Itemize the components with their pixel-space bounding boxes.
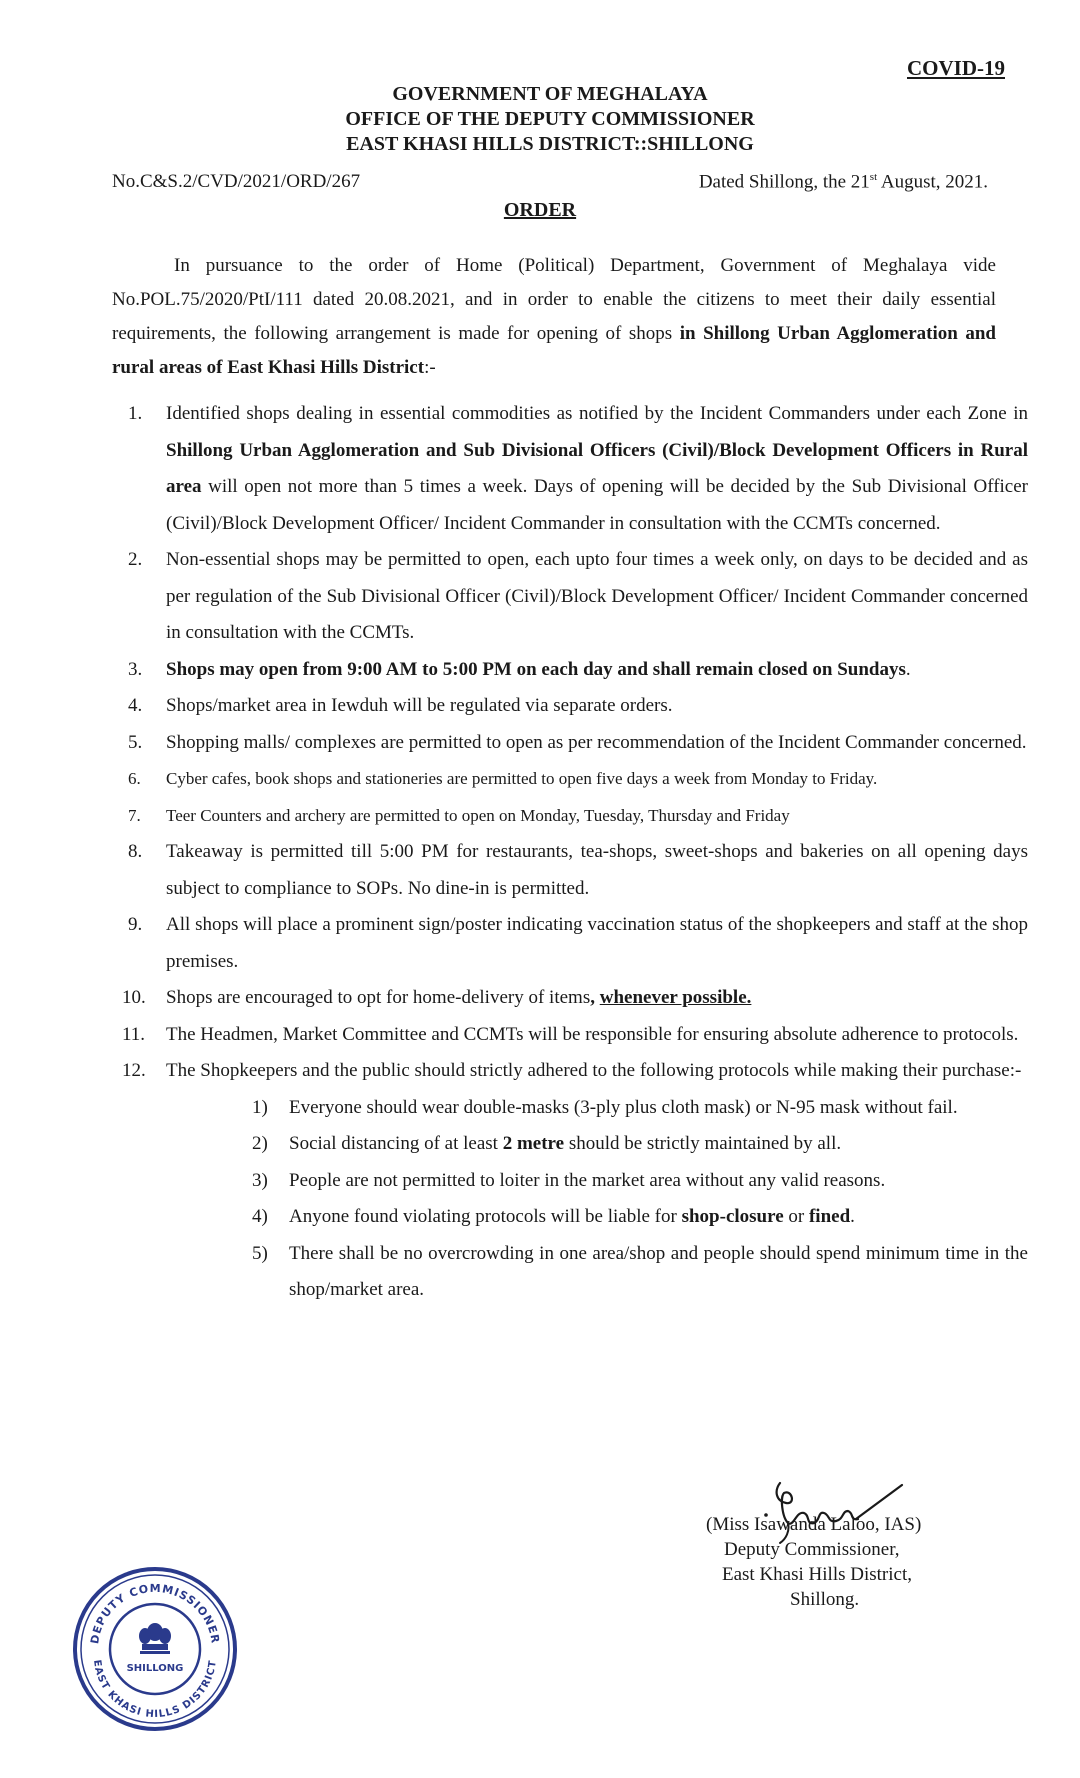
protocol-text: There shall be no overcrowding in one area/shop and people should spend minimum time in the shop/market area.	[289, 1242, 1028, 1300]
item-text: The Shopkeepers and the public should strictly adhered to the following protocols while making their purchase:-	[166, 1060, 1022, 1081]
letterhead-district: EAST KHASI HILLS DISTRICT::SHILLONG	[346, 133, 754, 155]
item-text: Takeaway is permitted till 5:00 PM for restaurants, tea-shops, sweet-shops and bakeries on all opening days subject to compliance to SOPs. No dine-in is permitted.	[166, 841, 1028, 899]
order-item-11	[112, 1017, 1028, 1054]
protocol-text-cont: should be strictly maintained by all.	[564, 1133, 842, 1154]
order-item-12	[112, 1053, 1028, 1309]
protocol-item-4	[252, 1199, 1028, 1236]
protocol-item-2	[252, 1126, 1028, 1163]
order-item-9	[112, 907, 1028, 980]
protocol-list	[166, 1090, 1028, 1309]
protocol-number: 4)	[252, 1206, 268, 1227]
order-item-6	[112, 761, 1028, 798]
order-date	[699, 171, 988, 193]
signatory-place: Shillong.	[790, 1589, 860, 1610]
protocol-text: People are not permitted to loiter in the market area without any valid reasons.	[289, 1169, 886, 1191]
protocol-number: 3)	[252, 1169, 268, 1191]
covid-tag: COVID-19	[907, 56, 1005, 80]
intro-text: In pursuance to the order of Home (Political) Department, Government of Meghalaya vide No.POL.75/2020/PtI/111 dated 20.08.2021, and in order to enable the citizens to meet their daily essential requirements, the following arrangement is made for opening of shops	[112, 255, 996, 344]
protocol-text-cont: or	[783, 1206, 809, 1227]
protocol-text: Social distancing of at least	[289, 1133, 503, 1154]
order-item-4	[112, 688, 1028, 725]
item-number: 3.	[128, 658, 143, 680]
item-text: Shops/market area in Iewduh will be regulated via separate orders.	[166, 695, 673, 716]
protocol-number: 2)	[252, 1133, 268, 1154]
date-rest: August, 2021.	[877, 171, 988, 193]
signatory-district: East Khasi Hills District,	[722, 1564, 912, 1585]
order-item-3	[112, 652, 1028, 689]
letterhead	[300, 82, 800, 157]
item-text: Shopping malls/ complexes are permitted to open as per recommendation of the Incident Commander concerned.	[166, 731, 1027, 753]
order-title: ORDER	[503, 199, 577, 221]
protocol-item-3	[252, 1163, 1028, 1200]
protocol-item-5	[252, 1236, 1028, 1309]
order-item-5	[112, 725, 1028, 762]
protocol-bold-2: fined	[808, 1206, 851, 1227]
signatory-designation: Deputy Commissioner,	[724, 1539, 900, 1560]
protocol-text: Anyone found violating protocols will be liable for	[289, 1206, 682, 1227]
item-text-cont: .	[905, 658, 911, 680]
intro-bold: in Shillong Urban Agglomeration and rural areas of East Khasi Hills District	[112, 323, 996, 378]
protocol-text: Everyone should wear double-masks (3-ply plus cloth mask) or N-95 mask without fail.	[289, 1096, 958, 1118]
protocol-item-1	[252, 1090, 1028, 1127]
item-bold: ,	[590, 987, 600, 1008]
order-item-10	[112, 980, 1028, 1017]
intro-paragraph	[112, 249, 996, 385]
official-seal-icon	[70, 1564, 240, 1734]
date-ordinal: st	[869, 171, 878, 183]
item-number: 10.	[122, 987, 146, 1008]
item-number: 11.	[122, 1023, 146, 1045]
item-text: The Headmen, Market Committee and CCMTs will be responsible for ensuring absolute adherence to protocols.	[166, 1023, 1019, 1045]
svg-text:SHILLONG: SHILLONG	[126, 1663, 184, 1674]
item-text: Shops are encouraged to opt for home-delivery of items	[166, 987, 591, 1008]
item-number: 9.	[128, 914, 143, 935]
protocol-text-end: .	[850, 1206, 855, 1227]
item-number: 6.	[128, 769, 141, 788]
item-bold: Shops may open from 9:00 AM to 5:00 PM on each day and shall remain closed on Sundays	[166, 658, 906, 680]
item-number: 7.	[128, 805, 141, 825]
signature-block	[706, 1512, 921, 1612]
protocol-number: 1)	[252, 1096, 268, 1118]
item-number: 4.	[128, 695, 143, 716]
item-number: 12.	[122, 1060, 146, 1081]
item-number: 5.	[128, 731, 143, 753]
item-number: 8.	[128, 841, 143, 862]
item-text: All shops will place a prominent sign/poster indicating vaccination status of the shopkeepers and staff at the shop premises.	[166, 914, 1028, 972]
order-item-8	[112, 834, 1028, 907]
order-item-7	[112, 798, 1028, 835]
item-text: Cyber cafes, book shops and stationeries are permitted to open five days a week from Monday to Friday.	[166, 769, 878, 788]
order-item-2	[112, 542, 1028, 652]
protocol-number: 5)	[252, 1242, 268, 1264]
order-item-1	[112, 396, 1028, 542]
item-text: Identified shops dealing in essential commodities as notified by the Incident Commanders under each Zone in	[166, 403, 1028, 424]
item-text: Teer Counters and archery are permitted to open on Monday, Tuesday, Thursday and Friday	[166, 805, 790, 825]
svg-text:DEPUTY COMMISSIONER: DEPUTY COMMISSIONER	[88, 1581, 222, 1645]
order-items	[112, 396, 1028, 1309]
date-prefix: Dated Shillong, the 21	[698, 171, 870, 193]
item-number: 2.	[128, 549, 143, 570]
intro-end: :-	[424, 357, 436, 378]
item-text: Non-essential shops may be permitted to open, each upto four times a week only, on days to be decided and as per regulation of the Sub Divisional Officer (Civil)/Block Development Officer/ Incident Commander concerned in consultation with the CCMTs.	[166, 549, 1028, 643]
item-number: 1.	[128, 403, 143, 424]
signatory-name: (Miss Isawanda Laloo, IAS)	[706, 1514, 922, 1535]
item-underlined: whenever possible.	[599, 987, 752, 1008]
reference-number: No.C&S.2/CVD/2021/ORD/267	[112, 171, 361, 192]
protocol-bold: 2 metre	[502, 1133, 565, 1154]
letterhead-government: GOVERNMENT OF MEGHALAYA	[392, 83, 708, 105]
svg-text:EAST KHASI HILLS DISTRICT: EAST KHASI HILLS DISTRICT	[91, 1659, 219, 1721]
item-bold: Shillong Urban Agglomeration and Sub Divisional Officers (Civil)/Block Development Officers in Rural area	[166, 439, 1028, 497]
protocol-bold: shop-closure	[681, 1206, 784, 1227]
item-text-cont: will open not more than 5 times a week. Days of opening will be decided by the Sub Divisional Officer (Civil)/Block Development Officer/ Incident Commander in consultation with the CCMTs concerned.	[166, 476, 1028, 534]
letterhead-office: OFFICE OF THE DEPUTY COMMISSIONER	[345, 108, 755, 130]
